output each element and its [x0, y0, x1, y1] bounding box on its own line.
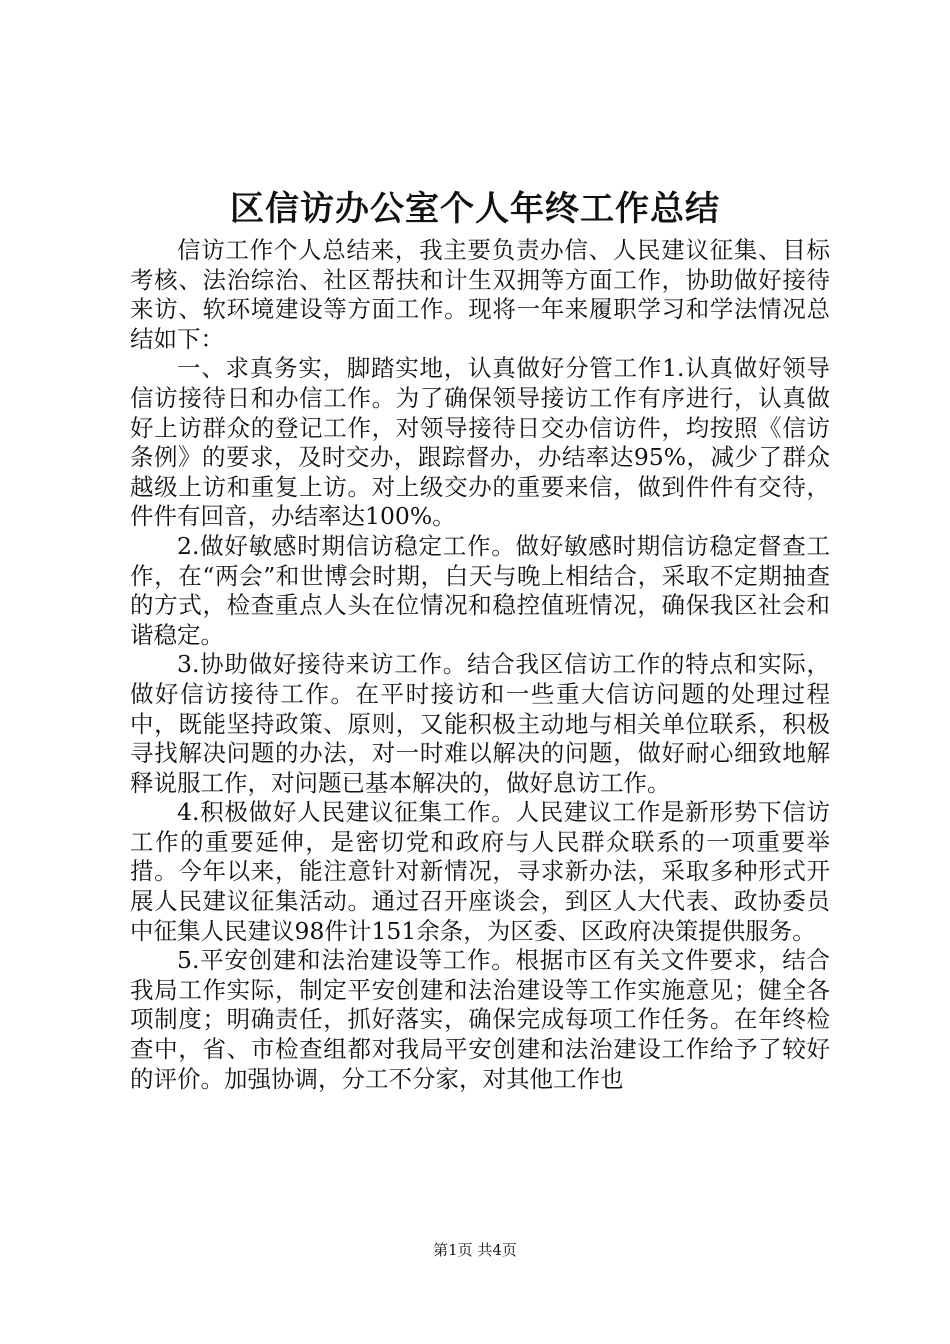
document-title: 区信访办公室个人年终工作总结	[230, 189, 720, 229]
page-number-footer: 第1页 共4页	[433, 1241, 517, 1259]
paragraph-intro: 信访工作个人总结来，我主要负责办信、人民建议征集、目标考核、法治综治、社区帮扶和计生双拥等方面工作，协助做好接待来访、软环境建设等方面工作。现将一年来履职学习和学法情况总结如下：	[130, 236, 830, 353]
paragraph-item-5: 5.平安创建和法治建设等工作。根据市区有关文件要求，结合我局工作实际，制定平安创建和法治建设等工作实施意见；健全各项制度；明确责任，抓好落实，确保完成每项工作任务。在年终检查中，省、市检查组都对我局平安创建和法治建设工作给予了较好的评价。加强协调，分工不分家，对其他工作也	[130, 946, 830, 1093]
paragraph-section-1: 一、求真务实，脚踏实地，认真做好分管工作1.认真做好领导信访接待日和办信工作。为了确保领导接访工作有序进行，认真做好上访群众的登记工作，对领导接待日交办信访件，均按照《信访条例》的要求，及时交办，跟踪督办，办结率达95%，减少了群众越级上访和重复上访。对上级交办的重要来信，做到件件有交待，件件有回音，办结率达100%。	[130, 354, 830, 531]
paragraph-item-4: 4.积极做好人民建议征集工作。人民建议工作是新形势下信访工作的重要延伸，是密切党和政府与人民群众联系的一项重要举措。今年以来，能注意针对新情况，寻求新办法，采取多种形式开展人民建议征集活动。通过召开座谈会，到区人大代表、政协委员中征集人民建议98件计151余条，为区委、区政府决策提供服务。	[130, 798, 830, 945]
paragraph-item-2: 2.做好敏感时期信访稳定工作。做好敏感时期信访稳定督查工作，在“两会”和世博会时期，白天与晚上相结合，采取不定期抽查的方式，检查重点人头在位情况和稳控值班情况，确保我区社会和谐稳定。	[130, 531, 830, 649]
paragraph-item-3: 3.协助做好接待来访工作。结合我区信访工作的特点和实际，做好信访接待工作。在平时接访和一些重大信访问题的处理过程中，既能坚持政策、原则，又能积极主动地与相关单位联系，积极寻找解决问题的办法，对一时难以解决的问题，做好耐心细致地解释说服工作，对问题已基本解决的，做好息访工作。	[130, 650, 830, 797]
document-body	[130, 236, 830, 1094]
